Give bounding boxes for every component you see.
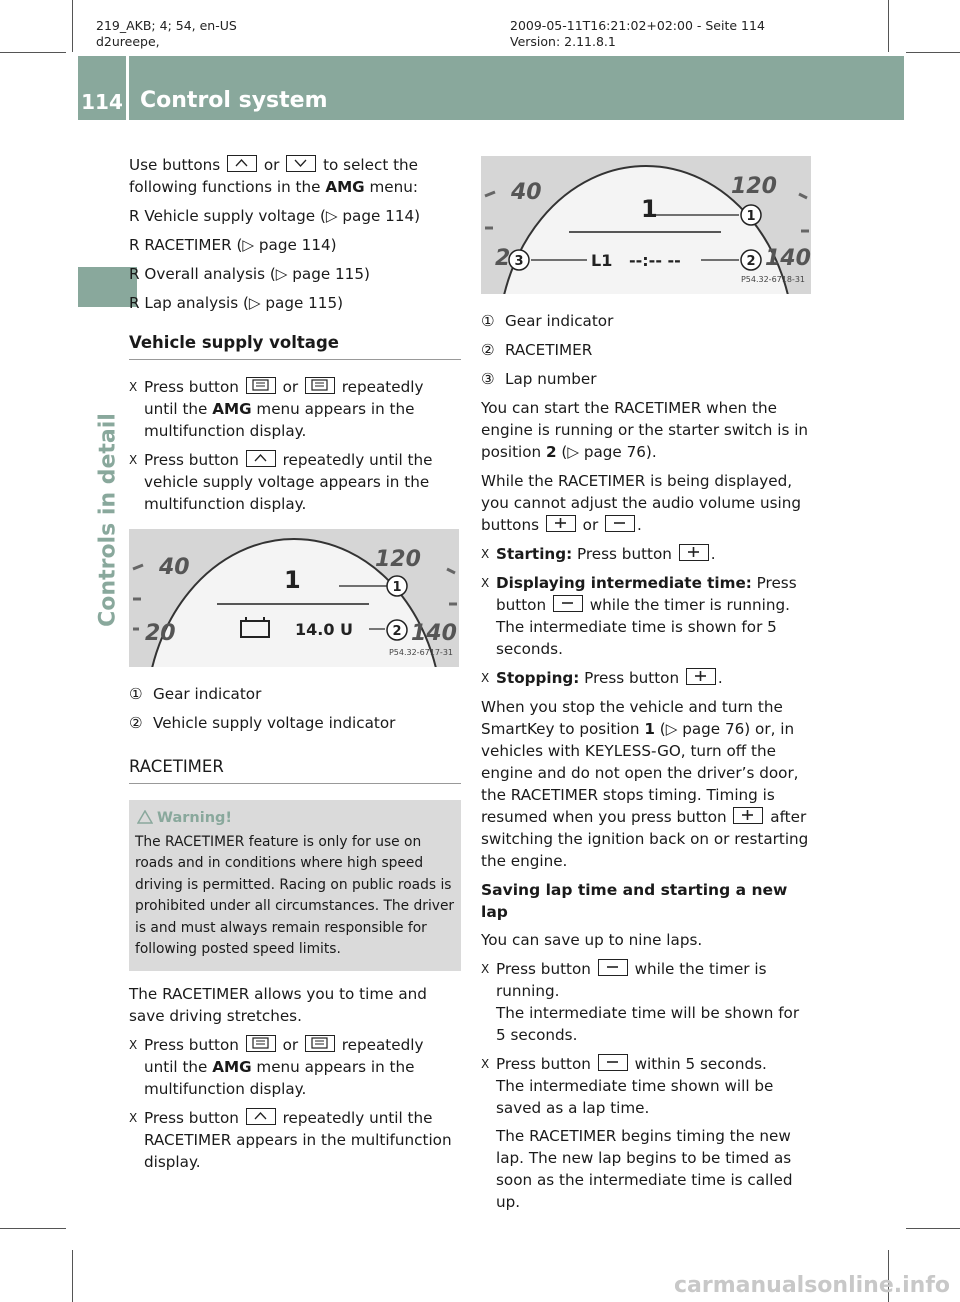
svg-text:1: 1 — [392, 580, 402, 595]
racetimer-intro: The RACETIMER allows you to time and save driving stretches. — [129, 984, 427, 1025]
step-arrow-icon: X — [129, 1037, 138, 1052]
step-arrow-icon: X — [129, 380, 138, 394]
instruction-step: X Press button within 5 seconds. The intermediate time shown will be saved as a lap time. The RACETIMER begins timing the new lap. The new lap begins to be timed as soon as the intermediate time is called up. — [481, 1055, 793, 1211]
up-button-icon — [246, 450, 276, 467]
legend-item: ② RACETIMER — [481, 341, 593, 359]
legend-item: ① Gear indicator — [481, 312, 614, 330]
paragraph: You can start the RACETIMER when the engine is running or the starter switch is in position 2 (▷ page 76). — [481, 399, 809, 461]
warning-text: The RACETIMER feature is only for use on roads and in conditions where high speed driving is permitted. Racing on public roads is prohibited under all circumstances. The driver is and must always remain responsible for following posted speed limits. — [135, 833, 455, 957]
list-item: R Lap analysis (▷ page 115) — [129, 294, 344, 312]
instruction-step: X Press button repeatedly until the RACETIMER appears in the multifunction display. — [129, 1108, 452, 1171]
crop-mark — [72, 1250, 73, 1302]
plus-button-icon — [686, 668, 716, 685]
crop-mark — [72, 0, 73, 52]
up-button-icon — [227, 155, 257, 172]
step-arrow-icon: X — [481, 576, 490, 590]
instruction-step: X Press button repeatedly until the vehicle supply voltage appears in the multifunction display. — [129, 451, 433, 513]
instruction-step: X Press button or repeatedly until the AMG menu appears in the multifunction display. — [129, 1035, 424, 1098]
print-meta-right — [510, 18, 765, 50]
right-column — [481, 142, 813, 1220]
legend-item: ③ Lap number — [481, 370, 597, 388]
instruction-step: X Displaying intermediate time: Press button while the timer is running. The intermediate time is shown for 5 seconds. — [481, 574, 797, 658]
svg-text:1: 1 — [746, 209, 756, 224]
meta-line: 2009-05-11T16:21:02+02:00 - Seite 114 — [510, 18, 765, 33]
legend-item: ① Gear indicator — [129, 685, 262, 703]
voltage-value: 14.0 U — [295, 620, 354, 639]
figure-code: P54.32-6717-31 — [388, 648, 453, 657]
gauge-label: 40 — [159, 555, 190, 580]
heading-racetimer: RACETIMER — [129, 756, 461, 784]
step-arrow-icon: X — [129, 453, 138, 467]
list-item: R RACETIMER (▷ page 114) — [129, 236, 337, 254]
page-number: 114 — [81, 90, 123, 114]
meta-line: d2ureepe, — [96, 34, 160, 49]
figure-code: P54.32-6718-31 — [740, 275, 805, 284]
list-item: R Vehicle supply voltage (▷ page 114) — [129, 207, 421, 225]
paragraph: You can save up to nine laps. — [481, 931, 703, 949]
watermark: carmanualsonline.info — [674, 1273, 950, 1298]
racetimer-display-figure — [481, 156, 811, 294]
crop-mark — [0, 1228, 66, 1229]
gauge-label: 40 — [511, 180, 542, 205]
forward-button-icon — [305, 377, 335, 394]
back-button-icon — [246, 377, 276, 394]
plus-button-icon — [546, 515, 576, 532]
crop-mark — [888, 0, 889, 52]
step-arrow-icon: X — [481, 962, 490, 976]
heading-saving-lap-time: Saving lap time and starting a new lap — [481, 881, 788, 921]
intro-paragraph: Use buttons or to select the following functions in the AMG menu: — [129, 156, 419, 196]
instruction-step: X Press button while the timer is running. The intermediate time will be shown for 5 seconds. — [481, 960, 800, 1044]
print-meta-left — [96, 18, 237, 50]
meta-line: Version: 2.11.8.1 — [510, 34, 616, 49]
warning-triangle-icon — [137, 810, 153, 824]
warning-box — [129, 800, 461, 971]
lap-number-value: L1 — [591, 251, 613, 270]
down-button-icon — [286, 155, 316, 172]
up-button-icon — [246, 1108, 276, 1125]
legend-item: ② Vehicle supply voltage indicator — [129, 714, 396, 732]
gauge-label: 140 — [411, 621, 457, 646]
paragraph: When you stop the vehicle and turn the SmartKey to position 1 (▷ page 76) or, in vehicles with KEYLESS-GO, turn off the engine and do not open the driver’s door, the RACETIMER stops timing. Timing is resumed when you press button after switching the ignition back on or restarting the engine. — [481, 698, 809, 870]
crop-mark — [0, 52, 66, 53]
gauge-label: 2 — [495, 246, 511, 271]
step-arrow-icon: X — [129, 1110, 138, 1125]
paragraph: While the RACETIMER is being displayed, you cannot adjust the audio volume using buttons or . — [481, 472, 801, 534]
heading-vehicle-supply-voltage: Vehicle supply voltage — [129, 332, 461, 360]
minus-button-icon — [598, 1054, 628, 1071]
step-arrow-icon: X — [481, 1057, 490, 1071]
gauge-label: 140 — [765, 246, 811, 271]
warning-title: Warning! — [135, 808, 455, 830]
page-header-bar — [78, 56, 904, 120]
svg-text:2: 2 — [392, 624, 402, 639]
gauge-label: 120 — [375, 547, 421, 572]
svg-text:3: 3 — [514, 254, 524, 269]
list-item: R Overall analysis (▷ page 115) — [129, 265, 370, 283]
step-arrow-icon: X — [481, 547, 490, 561]
left-column — [129, 154, 461, 1180]
header-divider — [126, 56, 129, 120]
crop-mark — [906, 52, 960, 53]
minus-button-icon — [605, 515, 635, 532]
back-button-icon — [246, 1035, 276, 1052]
gauge-label: 20 — [145, 621, 176, 646]
instruction-step: X Stopping: Press button . — [481, 669, 723, 687]
plus-button-icon — [679, 544, 709, 561]
voltage-display-figure — [129, 529, 459, 667]
minus-button-icon — [553, 595, 583, 612]
chapter-side-title: Controls in detail — [95, 413, 121, 627]
instruction-step: X Press button or repeatedly until the AMG menu appears in the multifunction display. — [129, 378, 424, 440]
crop-mark — [906, 1228, 960, 1229]
section-title: Control system — [140, 88, 328, 113]
gear-indicator-value: 1 — [641, 195, 658, 223]
gear-indicator-value: 1 — [284, 566, 301, 594]
forward-button-icon — [305, 1035, 335, 1052]
plus-button-icon — [733, 807, 763, 824]
step-arrow-icon: X — [481, 671, 490, 685]
svg-text:2: 2 — [746, 254, 756, 269]
instruction-step: X Starting: Press button . — [481, 545, 716, 563]
racetimer-value: --:-- -- — [629, 251, 681, 270]
minus-button-icon — [598, 959, 628, 976]
meta-line: 219_AKB; 4; 54, en-US — [96, 18, 237, 33]
gauge-label: 120 — [731, 174, 777, 199]
